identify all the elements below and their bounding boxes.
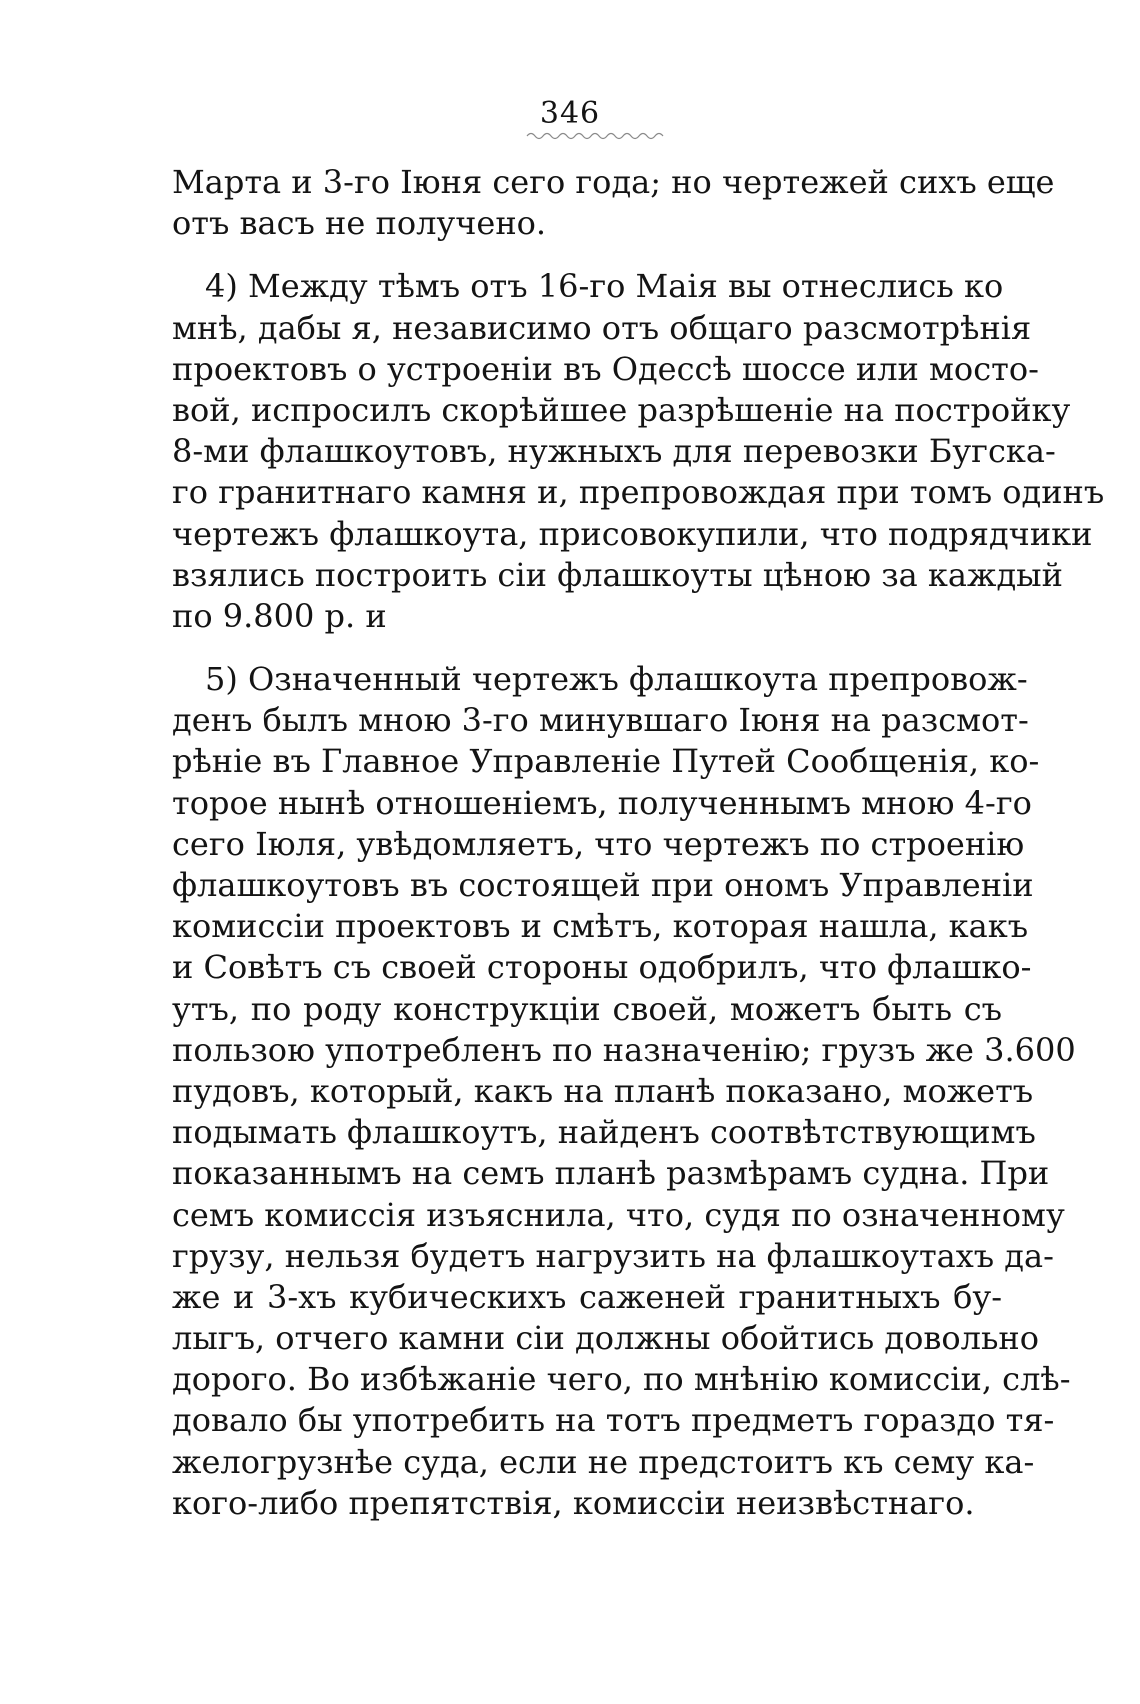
- text-line: чертежъ флашкоута, присовокупили, что подрядчики: [172, 514, 1093, 553]
- text-line: же и 3-хъ кубическихъ саженей гранитныхъ бу-: [172, 1277, 1002, 1316]
- text-line: грузу, нельзя будетъ нагрузить на флашкоутахъ да-: [172, 1236, 1054, 1275]
- text-line: довало бы употребить на тотъ предметъ гораздо тя-: [172, 1401, 1055, 1440]
- text-line: 5) Означенный чертежъ флашкоута препровож-: [205, 660, 1028, 699]
- text-line: подымать флашкоутъ, найденъ соотвѣтствующимъ: [172, 1113, 1036, 1152]
- text-line: пользою употребленъ по назначенію; грузъ же 3.600: [172, 1030, 1076, 1069]
- text-line: дорого. Во избѣжаніе чего, по мнѣнію комиссіи, слѣ-: [172, 1360, 1071, 1399]
- text-line: по 9.800 р. и: [172, 596, 387, 635]
- text-line: взялись построить сіи флашкоуты цѣною за каждый: [172, 555, 1063, 594]
- text-line: пудовъ, который, какъ на планѣ показано, можетъ: [172, 1071, 1034, 1110]
- text-line: флашкоутовъ въ состоящей при ономъ Управленіи: [172, 866, 1034, 904]
- text-line: показаннымъ на семъ планѣ размѣрамъ судна. При: [172, 1154, 1050, 1193]
- text-line: торое нынѣ отношеніемъ, полученнымъ мною 4-го: [172, 783, 1032, 822]
- text-line: комиссіи проектовъ и смѣтъ, которая нашла, какъ: [172, 907, 1029, 946]
- page-number: 346: [539, 96, 601, 131]
- text-line: и Совѣтъ съ своей стороны одобрилъ, что флашко-: [172, 948, 1032, 987]
- text-line: проектовъ о устроеніи въ Одессѣ шоссе или мосто-: [172, 349, 1039, 388]
- paragraph-1: [172, 162, 1055, 244]
- text-line: вой, испросилъ скорѣйшее разрѣшеніе на постройку: [172, 390, 1071, 429]
- text-line: мнѣ, дабы я, независимо отъ общаго разсмотрѣнія: [172, 308, 1032, 347]
- ornament-divider: [525, 130, 670, 142]
- text-line: го гранитнаго камня и, препровождая при томъ одинъ: [172, 473, 1105, 512]
- text-line: кого-либо препятствія, комиссіи неизвѣстнаго.: [172, 1483, 975, 1522]
- text-line: лыгъ, отчего камни сіи должны обойтись довольно: [172, 1319, 1039, 1358]
- text-line: утъ, по роду конструкціи своей, можетъ быть съ: [172, 989, 1002, 1028]
- text-line: семъ комиссія изъяснила, что, судя по означенному: [172, 1195, 1065, 1234]
- text-line: желогрузнѣе суда, если не предстоитъ къ сему ка-: [172, 1442, 1035, 1481]
- text-line: сего Іюля, увѣдомляетъ, что чертежъ по строенію: [172, 824, 1025, 863]
- text-line: Марта и 3-го Іюня сего года; но чертежей сихъ еще: [172, 163, 1055, 201]
- text-line: 8-ми флашкоутовъ, нужныхъ для перевозки Бугска-: [172, 432, 1056, 471]
- paragraph-3: [172, 659, 1076, 1524]
- text-line: отъ васъ не получено.: [172, 204, 547, 243]
- text-line: денъ былъ мною 3-го минувшаго Іюня на разсмот-: [172, 701, 1029, 740]
- text-line: рѣніе въ Главное Управленіе Путей Сообщенія, ко-: [172, 742, 1040, 781]
- text-body: [172, 162, 1105, 1524]
- paragraph-2: [172, 266, 1105, 637]
- text-line: 4) Между тѣмъ отъ 16-го Маія вы отнеслись ко: [205, 267, 1004, 306]
